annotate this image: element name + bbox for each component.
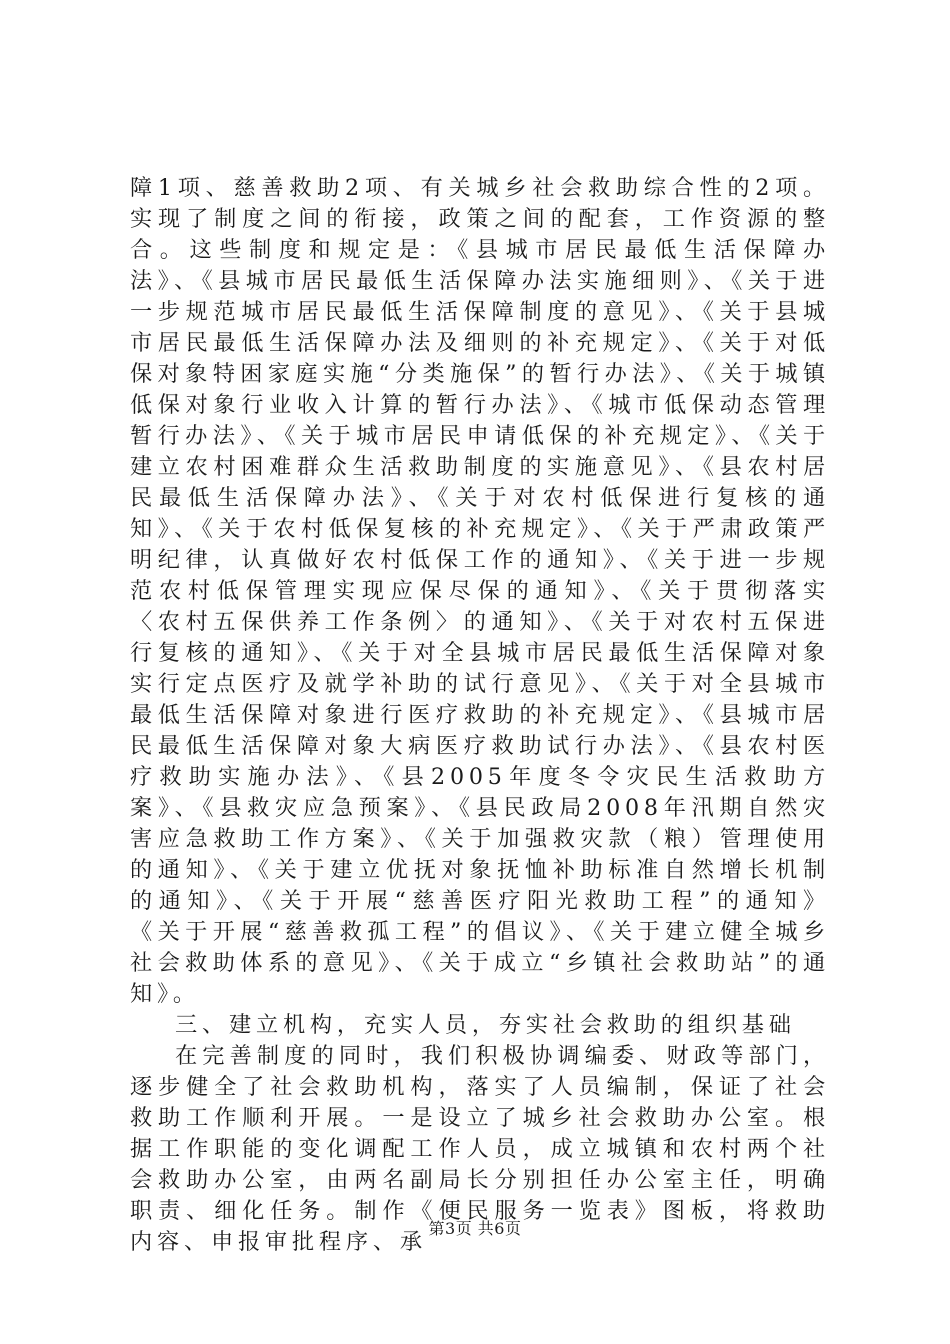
paragraph-regulations-list: 障1项、慈善救助2项、有关城乡社会救助综合性的2项。实现了制度之间的衔接，政策之间的配套，工作资源的整合。这些制度和规定是：《县城市居民最低生活保障办法》、《县城市居民最低生活保障办法实施细则》、《关于进一步规范城市居民最低生活保障制度的意见》、《关于县城市居民最低生活保障办法及细则的补充规定》、《关于对低保对象特困家庭实施“分类施保”的暂行办法》、《关于城镇低保对象行业收入计算的暂行办法》、《城市低保动态管理暂行办法》、《关于城市居民申请低保的补充规定》、《关于建立农村困难群众生活救助制度的实施意见》、《县农村居民最低生活保障办法》、《关于对农村低保进行复核的通知》、《关于农村低保复核的补充规定》、《关于严肃政策严明纪律，认真做好农村低保工作的通知》、《关于进一步规范农村低保管理实现应保尽保的通知》、《关于贯彻落实〈农村五保供养工作条例〉的通知》、《关于对农村五保进行复核的通知》、《关于对全县城市居民最低生活保障对象实行定点医疗及就学补助的试行意见》、《关于对全县城市最低生活保障对象进行医疗救助的补充规定》、《县城市居民最低生活保障对象大病医疗救助试行办法》、《县农村医疗救助实施办法》、《县2005年度冬令灾民生活救助方案》、《县救灾应急预案》、《县民政局2008年汛期自然灾害应急救助工作方案》、《关于加强救灾款（粮）管理使用的通知》、《关于建立优抚对象抚恤补助标准自然增长机制的通知》、《关于开展“慈善医疗阳光救助工程”的通知》《关于开展“慈善救孤工程”的倡议》、《关于建立健全城乡社会救助体系的意见》、《关于成立“乡镇社会救助站”的通知》。 [130, 175, 830, 1007]
document-body [130, 173, 830, 1258]
paragraph-institutions: 在完善制度的同时，我们积极协调编委、财政等部门，逐步健全了社会救助机构，落实了人员编制，保证了社会救助工作顺利开展。一是设立了城乡社会救助办公室。根据工作职能的变化调配工作人员，成立城镇和农村两个社会救助办公室，由两名副局长分别担任办公室主任，明确职责、细化任务。制作《便民服务一览表》图板，将救助内容、申报审批程序、承 [130, 1043, 830, 1255]
page-number-footer: 第3页 共6页 [428, 1219, 522, 1238]
section-heading: 三、建立机构，充实人员，夯实社会救助的组织基础 [175, 1012, 796, 1038]
